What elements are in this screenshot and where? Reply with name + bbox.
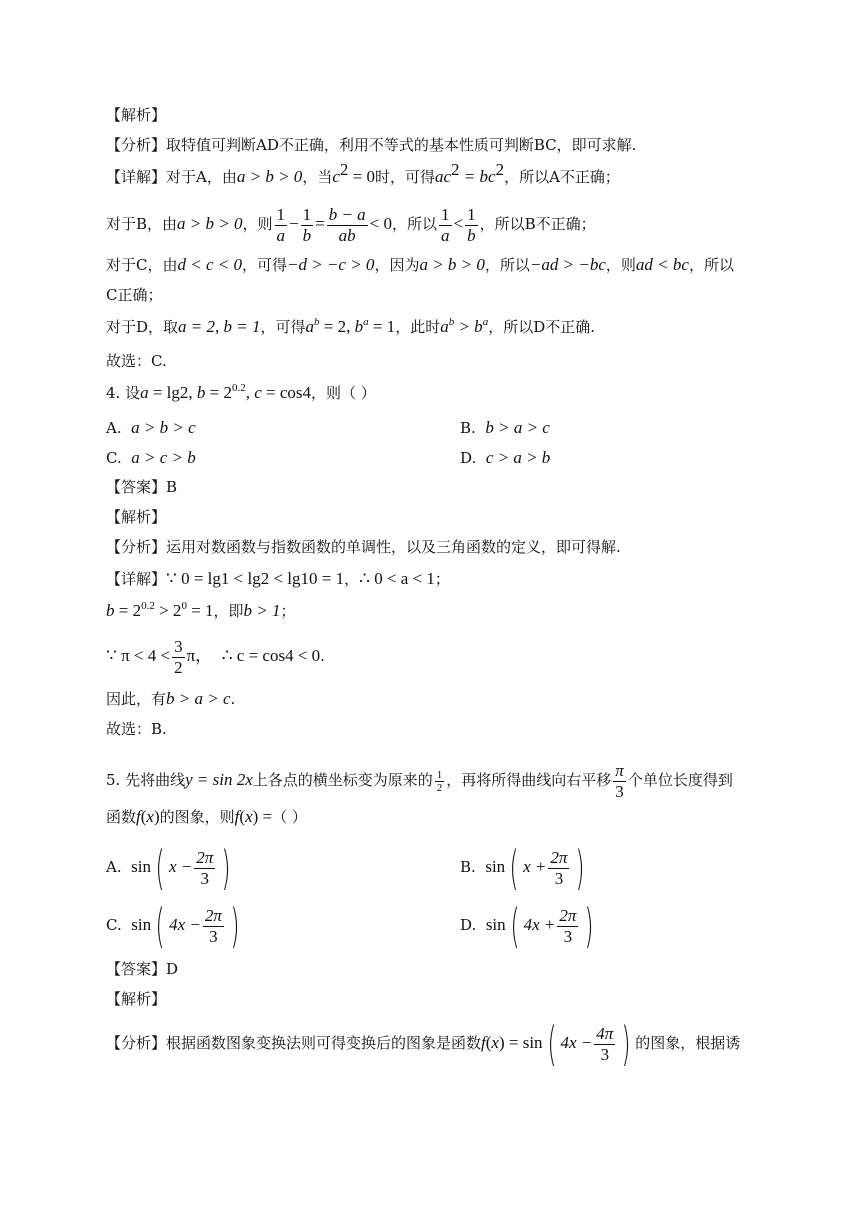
option-text: a > c > b xyxy=(131,448,196,467)
option-text: b > a > c xyxy=(485,418,550,437)
option-inner: 4x − xyxy=(169,915,201,934)
detail-a-when: ，当 xyxy=(302,168,333,186)
detail-line-b: 对于B，由a > b > 0，则 $\frac{1}{a}$ − $\frac{1}{b}$ = $\frac{b - a}{ab}$ < 0，所以 $\frac{1}{a}$ < $\frac{1}{b}$ ，所以B不正确； xyxy=(106,204,596,245)
math-ac: ac xyxy=(434,167,452,186)
q5-stem-a: 5. 先将曲线 xyxy=(106,771,186,789)
fraction-3-over-2: $\frac{3}{2}$ xyxy=(174,636,183,677)
detail-label: 【详解】 xyxy=(106,570,167,588)
analysis-label: 【分析】 xyxy=(106,136,167,154)
q5-stem2-c: （ ） xyxy=(272,808,307,826)
q4-answer: 【答案】B xyxy=(106,478,178,496)
fraction-1-over-2: $\frac{1}{2}$ xyxy=(436,768,443,794)
section-jiexi: 【解析】 xyxy=(106,106,167,124)
period: . xyxy=(230,690,236,708)
q4-analysis: 【分析】运用对数函数与指数函数的单调性，以及三角函数的定义，即可得解. xyxy=(106,538,621,556)
math-bc: = bc xyxy=(459,167,496,186)
fraction-1-over-b-2: $\frac{1}{b}$ xyxy=(467,204,476,245)
semicolon: ； xyxy=(280,602,296,620)
question-5-stem-1 xyxy=(106,758,733,802)
option-text: c > a > b xyxy=(485,448,551,467)
detail-c-cond4: −ad > −bc xyxy=(529,255,606,274)
math-a-pow-b: $a^b$ xyxy=(305,316,320,336)
option-label: C. xyxy=(106,449,122,467)
option-label: B. xyxy=(460,858,476,876)
detail-d-prefix: 对于D，取 xyxy=(106,318,179,336)
fraction-1-over-a-2: $\frac{1}{a}$ xyxy=(441,204,450,245)
detail-d-mid1: ，可得 xyxy=(260,318,306,336)
fraction-b-minus-a-over-ab: $\frac{b - a}{ab}$ xyxy=(328,204,366,245)
option-text: a > b > c xyxy=(131,418,196,437)
option-label: D. xyxy=(460,916,477,934)
q4-stem-prefix: 4. 设 xyxy=(106,384,141,402)
detail-d-tail: ，所以D不正确. xyxy=(488,318,595,336)
q5-stem-c: ，再将所得曲线向右平移 xyxy=(446,771,612,789)
detail-b-prefix: 对于B，由 xyxy=(106,215,178,233)
comma: ， xyxy=(344,570,360,588)
fraction-pi-over-3: $\frac{\pi}{3}$ xyxy=(615,760,624,801)
detail-line-d: 对于D，取a = 2, b = 1，可得$a^b = 2$, $b^a = 1$，此时$a^b > b^a$，所以D不正确. xyxy=(106,316,595,336)
q4-option-d[interactable] xyxy=(460,446,550,470)
q5-option-d[interactable]: D. sin( 4x + $\frac{2\pi}{3}$ ) xyxy=(460,899,594,953)
detail-b-tail2: ，所以B不正确； xyxy=(479,215,596,233)
detail-c-mid1: ，可得 xyxy=(241,256,287,274)
q5-answer: 【答案】D xyxy=(106,960,179,978)
detail-c-mid3: ，所以 xyxy=(484,256,530,274)
q4-step1: ∵ 0 = lg1 < lg2 < lg10 = 1 xyxy=(166,569,345,588)
q4-step2-tail: ，即 xyxy=(213,602,244,620)
q4-definitions: a xyxy=(140,383,149,402)
q5-stem-d: 个单位长度得到 xyxy=(627,771,733,789)
detail-a-condition: a > b > 0 xyxy=(236,167,303,186)
detail-a-prefix: 对于A，由 xyxy=(166,168,237,186)
detail-b-tail1: ，所以 xyxy=(392,215,438,233)
semicolon: ； xyxy=(434,570,450,588)
detail-d-cond: a = 2, b = 1 xyxy=(178,317,261,336)
detail-c-cond: d < c < 0 xyxy=(177,255,242,274)
q4-step3a: ∵ π < 4 < xyxy=(106,646,171,665)
q5-jiexi: 【解析】 xyxy=(106,990,167,1008)
q5-stem2-a: 函数 xyxy=(106,808,137,826)
q5-option-c[interactable]: C. sin( 4x − $\frac{2\pi}{3}$ ) xyxy=(106,899,240,953)
therefore-cond: b > a > c xyxy=(166,689,231,708)
question-5-stem-2: 函数f(x)的图象，则f(x) =（ ） xyxy=(106,807,307,826)
q4-step3c: ∴ c = cos4 < 0 xyxy=(221,646,321,665)
option-label: A. xyxy=(106,858,122,876)
choice-q3: 故选：C. xyxy=(106,352,167,370)
q5-analysis: 【分析】根据函数图象变换法则可得变换后的图象是函数f(x) = sin( 4x − $\frac{4\pi}{3}$ ) 的图象，根据诱 xyxy=(106,1017,741,1071)
math-c: c xyxy=(332,167,340,186)
analysis-text: 取特值可判断AD不正确，利用不等式的基本性质可判断BC，即可求解. xyxy=(166,136,637,154)
q4-step3b: π， xyxy=(186,646,213,665)
detail-c-mid4: ，则 xyxy=(605,256,636,274)
detail-label: 【详解】 xyxy=(106,168,167,186)
q4-therefore xyxy=(106,688,235,710)
q5-stem2-b: 的图象，则 xyxy=(159,808,235,826)
math-ab-gt-ba: $a^b > b^a$ xyxy=(440,316,489,336)
therefore-text: 因此，有 xyxy=(106,690,167,708)
q4-option-c[interactable] xyxy=(106,446,196,470)
option-label: C. xyxy=(106,916,122,934)
question-4-stem: 4. 设a = lg2, $b = 2^{0.2}$, c = cos4，则（ ） xyxy=(106,382,376,402)
detail-c-mid5: ，所以 xyxy=(688,256,734,274)
q4-jiexi: 【解析】 xyxy=(106,508,167,526)
option-inner: 4x + xyxy=(523,915,556,934)
detail-line-a: 【详解】对于A，由a > b > 0，当$c^2 = 0$时，可得$ac^2 = bc^2$，所以A不正确； xyxy=(106,160,620,186)
q5-analysis-b: 的图象，根据诱 xyxy=(635,1034,741,1052)
q4-option-a[interactable] xyxy=(106,416,196,440)
q5-curve: y = sin 2x xyxy=(185,770,253,789)
q5-analysis-inner: 4x − xyxy=(560,1033,593,1052)
q5-analysis-a: 【分析】根据函数图象变换法则可得变换后的图象是函数 xyxy=(106,1034,482,1052)
option-fraction: $\frac{2\pi}{3}$ xyxy=(550,847,568,888)
option-inner: x − xyxy=(168,857,193,876)
option-label: D. xyxy=(460,449,477,467)
option-fraction: $\frac{2\pi}{3}$ xyxy=(196,847,214,888)
q4-stem-tail: ，则（ ） xyxy=(311,384,376,402)
q4-step1c: ∴ 0 < a < 1 xyxy=(359,569,435,588)
detail-line-c xyxy=(106,254,734,276)
detail-line-c2: C正确； xyxy=(106,286,163,304)
option-label: A. xyxy=(106,419,122,437)
detail-b-then: ，则 xyxy=(242,215,273,233)
math-b-pow-a: $b^a$ xyxy=(354,316,369,336)
q4-detail-3 xyxy=(106,634,325,678)
detail-a-tail: ，所以A不正确； xyxy=(504,168,620,186)
q4-option-b[interactable] xyxy=(460,416,550,440)
option-inner: x + xyxy=(523,857,547,876)
analysis-line xyxy=(106,134,636,156)
detail-c-prefix: 对于C，由 xyxy=(106,256,178,274)
detail-c-cond5: ad < bc xyxy=(635,255,689,274)
detail-c-mid2: ，因为 xyxy=(374,256,420,274)
q5-stem-b: 上各点的横坐标变为原来的 xyxy=(252,771,433,789)
q5-option-b[interactable]: B. sin( x + $\frac{2\pi}{3}$ ) xyxy=(460,841,585,895)
q4-choice: 故选：B. xyxy=(106,720,167,738)
option-label: B. xyxy=(460,419,476,437)
fraction-4pi-over-3: $\frac{4\pi}{3}$ xyxy=(596,1023,614,1064)
detail-b-condition: a > b > 0 xyxy=(177,214,243,233)
math-eq0: = 0 xyxy=(348,167,375,186)
option-fraction: $\frac{2\pi}{3}$ xyxy=(204,905,222,946)
q4-detail-1 xyxy=(106,568,450,590)
fraction-1-over-b: $\frac{1}{b}$ xyxy=(302,204,312,245)
detail-a-time: 时，可得 xyxy=(374,168,435,186)
q4-step2-cond: b > 1 xyxy=(243,601,281,620)
option-fraction: $\frac{2\pi}{3}$ xyxy=(559,905,577,946)
q4-detail-2: $b = 2^{0.2} > 2^0 = 1$，即b > 1； xyxy=(106,600,296,620)
fraction-1-over-a: $\frac{1}{a}$ xyxy=(276,204,285,245)
detail-c-cond3: a > b > 0 xyxy=(419,255,485,274)
q5-option-a[interactable]: A. sin( x − $\frac{2\pi}{3}$ ) xyxy=(106,841,231,895)
period: . xyxy=(320,647,325,665)
detail-c-cond2: −d > −c > 0 xyxy=(287,255,375,274)
detail-d-mid2: ，此时 xyxy=(395,318,441,336)
